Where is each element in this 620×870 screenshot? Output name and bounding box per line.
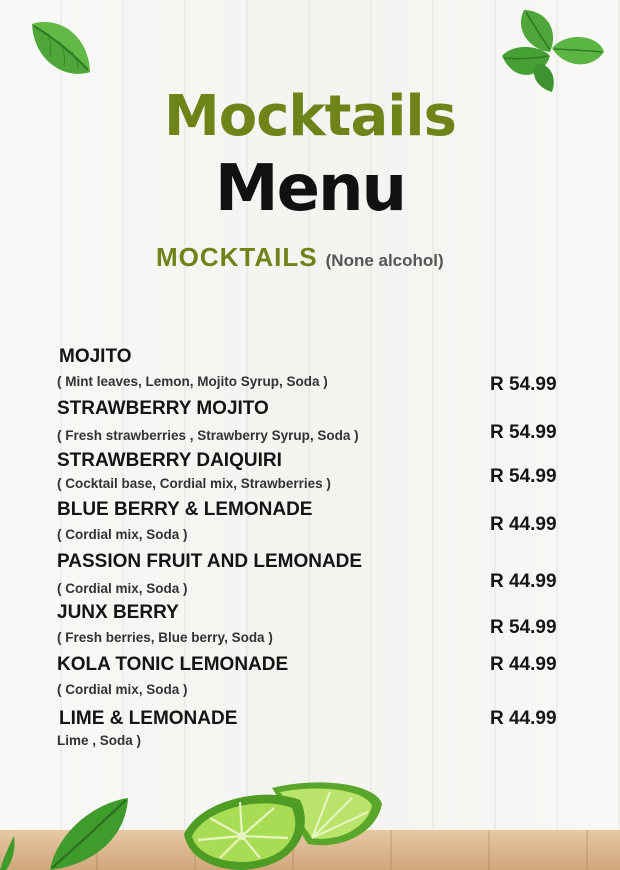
section-header bbox=[156, 242, 444, 273]
lime-slice-icon bbox=[180, 778, 390, 870]
menu-item-description: ( Cordial mix, Soda ) bbox=[57, 581, 188, 596]
menu-item-name: MOJITO bbox=[59, 346, 132, 367]
title-mocktails: Mocktails bbox=[164, 84, 456, 149]
menu-item-description: ( Fresh berries, Blue berry, Soda ) bbox=[57, 630, 273, 645]
menu-item-description: ( Mint leaves, Lemon, Mojito Syrup, Soda ) bbox=[57, 374, 328, 389]
menu-item-name: KOLA TONIC LEMONADE bbox=[57, 654, 289, 675]
menu-item-description: Lime , Soda ) bbox=[57, 733, 142, 748]
menu-item-description: ( Fresh strawberries , Strawberry Syrup, Soda ) bbox=[57, 428, 359, 443]
green-leaf-icon bbox=[0, 796, 134, 870]
menu-item-name: BLUE BERRY & LEMONADE bbox=[57, 499, 313, 520]
menu-item-price: R 54.99 bbox=[490, 374, 557, 395]
menu-item-price: R 44.99 bbox=[490, 708, 557, 729]
menu-item-name: JUNX BERRY bbox=[57, 602, 179, 623]
menu-item-name: STRAWBERRY DAIQUIRI bbox=[57, 450, 282, 471]
section-subtitle: (None alcohol) bbox=[325, 251, 444, 270]
title-menu: Menu bbox=[214, 152, 406, 226]
section-title: MOCKTAILS bbox=[156, 242, 318, 272]
menu-item-price: R 54.99 bbox=[490, 617, 557, 638]
menu-item-price: R 44.99 bbox=[490, 571, 557, 592]
menu-item-name: LIME & LEMONADE bbox=[59, 708, 238, 729]
menu-item-name: STRAWBERRY MOJITO bbox=[57, 398, 269, 419]
menu-item-price: R 44.99 bbox=[490, 514, 557, 535]
menu-item-price: R 54.99 bbox=[490, 422, 557, 443]
menu-item-price: R 54.99 bbox=[490, 466, 557, 487]
menu-item-price: R 44.99 bbox=[490, 654, 557, 675]
menu-item-description: ( Cocktail base, Cordial mix, Strawberries ) bbox=[57, 476, 331, 491]
menu-item-name: PASSION FRUIT AND LEMONADE bbox=[57, 551, 363, 572]
mint-sprig-icon bbox=[496, 6, 608, 94]
menu-item-description: ( Cordial mix, Soda ) bbox=[57, 682, 188, 697]
mint-leaf-icon bbox=[26, 14, 96, 86]
menu-item-description: ( Cordial mix, Soda ) bbox=[57, 527, 188, 542]
